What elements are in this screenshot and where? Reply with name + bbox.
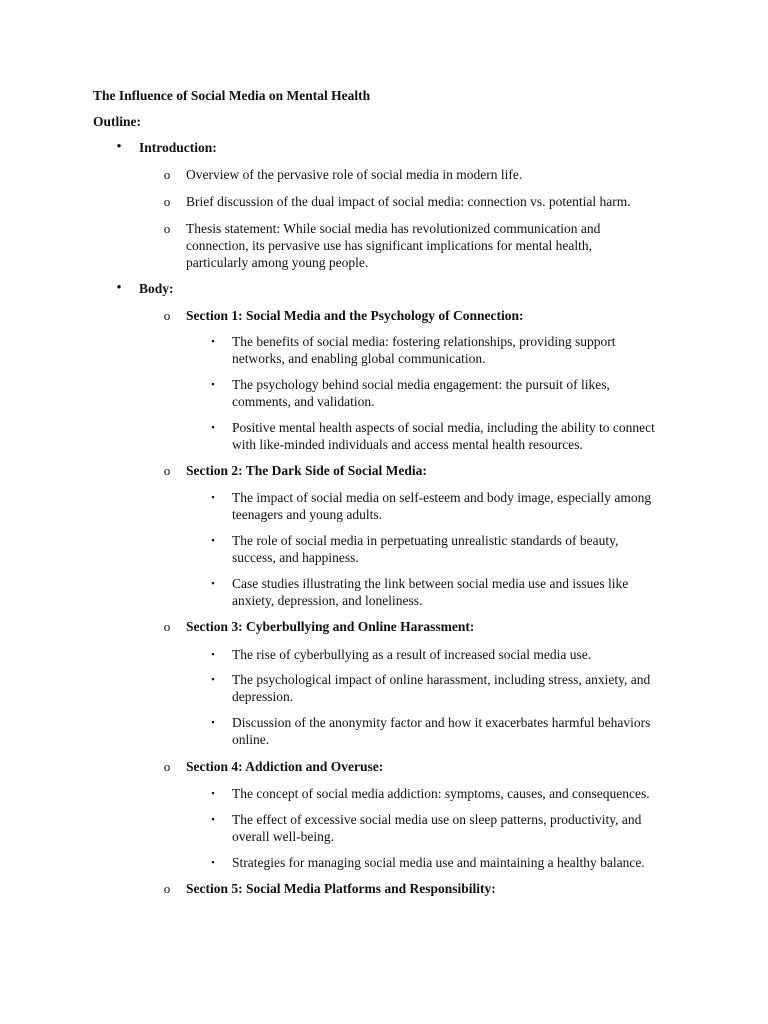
section-title: Section 5: Social Media Platforms and Responsibility: [186, 881, 496, 896]
intro-item: Overview of the pervasive role of social media in modern life. [186, 167, 523, 182]
bullet-square-icon: ▪ [211, 717, 215, 727]
section-point: The concept of social media addiction: symptoms, causes, and consequences. [232, 786, 650, 801]
bullet-square-icon: ▪ [211, 814, 215, 824]
body-heading: Body: [139, 281, 174, 296]
bullet-circle-icon: o [163, 167, 171, 182]
thesis-statement: Thesis statement: While social media has revolutionized communication and connection, its pervasive use has significant implications for mental health, particularly among young people. [186, 221, 601, 270]
section-title: Section 2: The Dark Side of Social Media: [186, 463, 427, 478]
bullet-square-icon: ▪ [211, 857, 215, 867]
section-point: Positive mental health aspects of social media, including the ability to connect with like-minded individuals and access mental health resources. [232, 420, 655, 452]
bullet-square-icon: ▪ [211, 422, 215, 432]
bullet-disc-icon: • [116, 139, 122, 155]
introduction-heading: Introduction: [139, 140, 217, 155]
bullet-circle-icon: o [163, 619, 171, 634]
document-title: The Influence of Social Media on Mental Health [93, 88, 371, 103]
bullet-square-icon: ▪ [211, 535, 215, 545]
section-point: The psychological impact of online harassment, including stress, anxiety, and depression. [232, 672, 651, 704]
bullet-square-icon: ▪ [211, 379, 215, 389]
bullet-circle-icon: o [163, 881, 171, 896]
section-point: Discussion of the anonymity factor and how it exacerbates harmful behaviors online. [232, 715, 651, 747]
section-point: Strategies for managing social media use and maintaining a healthy balance. [232, 855, 645, 870]
section-point: Case studies illustrating the link between social media use and issues like anxiety, depression, and loneliness. [232, 576, 629, 608]
section-point: The effect of excessive social media use on sleep patterns, productivity, and overall well-being. [232, 812, 642, 844]
bullet-circle-icon: o [163, 308, 171, 323]
bullet-circle-icon: o [163, 221, 171, 236]
bullet-square-icon: ▪ [211, 674, 215, 684]
section-point: The rise of cyberbullying as a result of increased social media use. [232, 647, 592, 662]
bullet-square-icon: ▪ [211, 336, 215, 346]
bullet-square-icon: ▪ [211, 578, 215, 588]
bullet-square-icon: ▪ [211, 649, 215, 659]
bullet-circle-icon: o [163, 194, 171, 209]
section-title: Section 3: Cyberbullying and Online Harassment: [186, 619, 475, 634]
bullet-disc-icon: • [116, 280, 122, 296]
section-point: The impact of social media on self-esteem and body image, especially among teenagers and young adults. [232, 490, 652, 522]
outline-heading: Outline: [93, 114, 142, 129]
section-point: The psychology behind social media engagement: the pursuit of likes, comments, and validation. [232, 377, 610, 409]
section-point: The role of social media in perpetuating unrealistic standards of beauty, success, and happiness. [232, 533, 619, 565]
section-point: The benefits of social media: fostering relationships, providing support networks, and enabling global communication. [232, 334, 616, 366]
bullet-square-icon: ▪ [211, 492, 215, 502]
bullet-square-icon: ▪ [211, 788, 215, 798]
bullet-circle-icon: o [163, 463, 171, 478]
section-title: Section 1: Social Media and the Psychology of Connection: [186, 308, 524, 323]
section-title: Section 4: Addiction and Overuse: [186, 759, 384, 774]
bullet-circle-icon: o [163, 759, 171, 774]
intro-item: Brief discussion of the dual impact of social media: connection vs. potential harm. [186, 194, 631, 209]
